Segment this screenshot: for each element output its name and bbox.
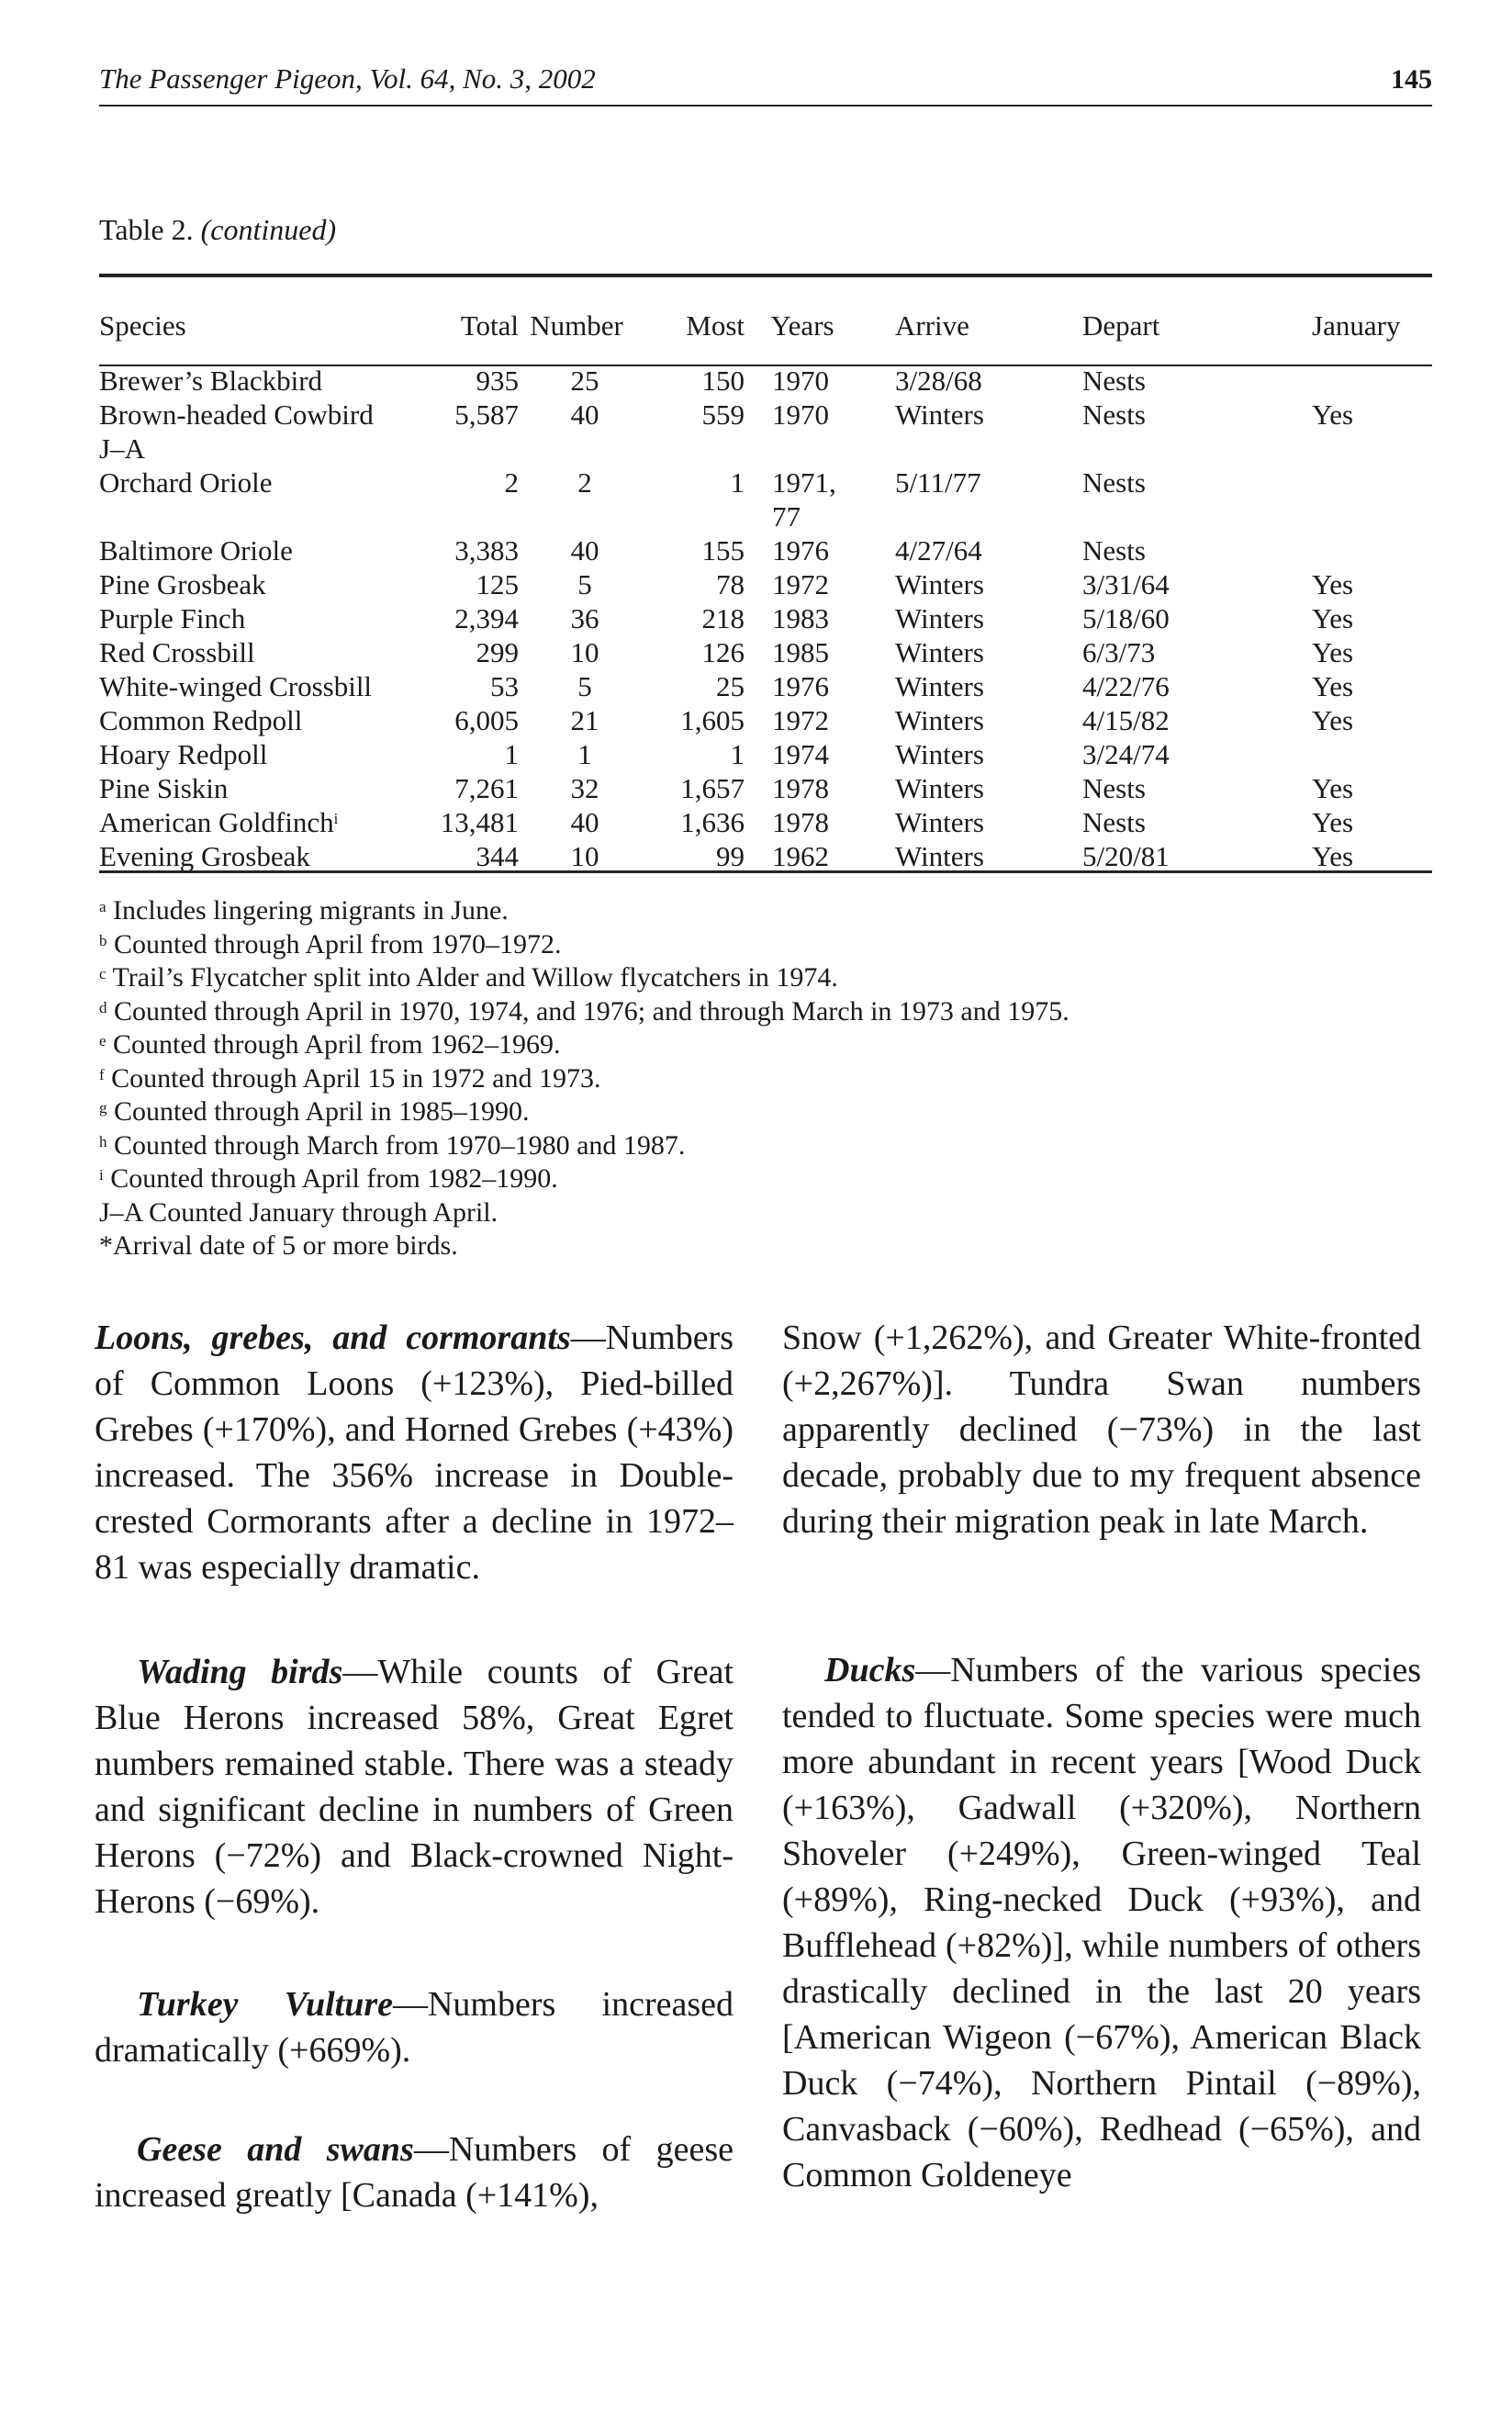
- cell-most: [634, 805, 745, 839]
- cell-years: [745, 703, 860, 737]
- most-value: 1: [730, 466, 745, 499]
- years-value: 1971, 77: [772, 466, 836, 533]
- arrive-value: Winters: [895, 704, 984, 736]
- table-body: [99, 362, 1432, 873]
- cell-january: [1200, 398, 1432, 466]
- footnote-text: Includes lingering migrants in June.: [113, 895, 509, 926]
- cell-years: [745, 771, 860, 805]
- table-row: [99, 703, 1432, 737]
- cell-species: [99, 805, 405, 839]
- january-value: Yes: [1312, 840, 1354, 872]
- table-row: [99, 601, 1432, 635]
- cell-most: [634, 737, 745, 771]
- depart-value: 4/15/82: [1082, 704, 1170, 736]
- january-value: Yes: [1312, 602, 1354, 634]
- most-value: 126: [701, 636, 745, 668]
- cell-most: [634, 567, 745, 601]
- footnote: [99, 1062, 1432, 1096]
- january-value: Yes: [1312, 772, 1354, 804]
- number-value: 21: [570, 704, 599, 736]
- number-value: 40: [570, 534, 599, 567]
- cell-arrive: [860, 466, 1016, 533]
- footnote: [99, 995, 1432, 1029]
- footnote-text: Counted through March from 1970–1980 and 1987.: [114, 1129, 686, 1161]
- table-footnotes: [99, 894, 1432, 1263]
- text-ducks: —Numbers of the various species tended to fluctuate. Some species were much more abundant in recent years [Wood Duck (+163%), Gadwall (+320%), Northern Shoveler (+249%), Green-winged Teal (+89%), Ring-necked Duck (+93%), and Bufflehead (+82%)], while numbers of others drastically declined in the last 20 years [American Wigeon (−67%), American Black Duck (−74%), Northern Pintail (−89%), Canvasback (−60%), Redhead (−65%), and Common Goldeneye: [782, 1651, 1421, 2194]
- cell-most: [634, 771, 745, 805]
- cell-january: [1200, 533, 1432, 567]
- table-row: [99, 805, 1432, 839]
- text-geese-swans: —Numbers of geese increased greatly [Canada (+141%),: [95, 2130, 734, 2215]
- col-header-january: January: [1312, 309, 1401, 342]
- cell-species: [99, 466, 405, 533]
- cell-years: [745, 533, 860, 567]
- col-header-arrive: Arrive: [895, 309, 969, 342]
- footnote-mark: e: [99, 1032, 106, 1049]
- cell-years: [745, 398, 860, 466]
- species-value: Orchard Oriole: [99, 466, 273, 499]
- cell-number: [519, 635, 634, 669]
- years-value: 1962: [772, 840, 829, 872]
- cell-january: [1200, 601, 1432, 635]
- depart-value: Nests: [1082, 806, 1146, 838]
- text-column-left: [95, 1315, 734, 2218]
- total-value: 13,481: [440, 806, 519, 838]
- table-row: [99, 669, 1432, 703]
- years-value: 1976: [772, 534, 829, 567]
- species-value: Evening Grosbeak: [99, 840, 310, 872]
- footnote-mark: g: [99, 1099, 107, 1117]
- january-value: Yes: [1312, 568, 1354, 600]
- species-value: Pine Grosbeak: [99, 568, 266, 600]
- cell-species: [99, 839, 405, 873]
- cell-total: [405, 839, 519, 873]
- cell-depart: [1016, 362, 1200, 398]
- footnote-text: Counted through April in 1970, 1974, and 1976; and through March in 1973 and 1975.: [114, 995, 1070, 1027]
- table-row: [99, 737, 1432, 771]
- cell-arrive: [860, 771, 1016, 805]
- text-wading-birds: —While counts of Great Blue Herons increased 58%, Great Egret numbers remained stable. There was a steady and significant decline in numbers of Green Herons (−72%) and Black-crowned Night-Herons (−69%).: [95, 1653, 734, 1921]
- most-value: 1,657: [680, 772, 745, 804]
- most-value: 1: [730, 738, 745, 770]
- cell-arrive: [860, 567, 1016, 601]
- january-value: Yes: [1312, 704, 1354, 736]
- cell-species: [99, 635, 405, 669]
- cell-january: [1200, 703, 1432, 737]
- col-header-species: Species: [99, 309, 186, 342]
- heading-loons: Loons, grebes, and cormorants: [95, 1319, 571, 1357]
- cell-arrive: [860, 669, 1016, 703]
- number-value: 2: [577, 466, 592, 499]
- table-row: [99, 567, 1432, 601]
- para-geese-swans: [95, 2127, 734, 2218]
- journal-citation: The Passenger Pigeon, Vol. 64, No. 3, 2002: [99, 62, 596, 95]
- text-column-right: [782, 1315, 1421, 2198]
- table-top-rule: [99, 274, 1432, 277]
- cell-most: [634, 669, 745, 703]
- cell-species: [99, 533, 405, 567]
- cell-total: [405, 737, 519, 771]
- footnote-text: Counted through April from 1970–1972.: [114, 928, 562, 960]
- table-row: [99, 839, 1432, 873]
- table-row: [99, 466, 1432, 533]
- footnote: [99, 894, 1432, 928]
- number-value: 40: [570, 398, 599, 431]
- cell-number: [519, 669, 634, 703]
- cell-depart: [1016, 839, 1200, 873]
- cell-number: [519, 398, 634, 466]
- cell-depart: [1016, 567, 1200, 601]
- text-loons: —Numbers of Common Loons (+123%), Pied-billed Grebes (+170%), and Horned Grebes (+43%) increased. The 356% increase in Double-crested Cormorants after a decline in 1972–81 was especially dramatic.: [95, 1319, 734, 1587]
- cell-species: [99, 737, 405, 771]
- footnote-text: Counted through April from 1962–1969.: [113, 1029, 561, 1060]
- heading-turkey-vulture: Turkey Vulture: [137, 1985, 393, 2024]
- footnote-text: Counted through April from 1982–1990.: [110, 1163, 558, 1194]
- footnote: [99, 1028, 1432, 1062]
- depart-value: Nests: [1082, 534, 1146, 567]
- number-value: 32: [570, 772, 599, 804]
- species-value: Brewer’s Blackbird: [99, 365, 323, 397]
- most-value: 559: [701, 398, 745, 431]
- cell-january: [1200, 362, 1432, 398]
- cell-species: [99, 398, 405, 466]
- depart-value: 4/22/76: [1082, 670, 1170, 702]
- depart-value: Nests: [1082, 365, 1146, 397]
- cell-years: [745, 466, 860, 533]
- cell-january: [1200, 839, 1432, 873]
- years-value: 1985: [772, 636, 829, 668]
- footnote-text: Counted through April 15 in 1972 and 1973.: [111, 1062, 601, 1094]
- cell-january: [1200, 466, 1432, 533]
- years-value: 1976: [772, 670, 829, 702]
- footnote-mark: h: [99, 1132, 107, 1150]
- cell-most: [634, 398, 745, 466]
- depart-value: Nests: [1082, 398, 1146, 431]
- cell-years: [745, 737, 860, 771]
- cell-years: [745, 362, 860, 398]
- footnote: [99, 1095, 1432, 1129]
- cell-january: [1200, 805, 1432, 839]
- cell-january: [1200, 737, 1432, 771]
- cell-arrive: [860, 362, 1016, 398]
- total-value: 935: [476, 365, 519, 397]
- cell-total: [405, 362, 519, 398]
- cell-total: [405, 601, 519, 635]
- number-value: 10: [570, 840, 599, 872]
- years-value: 1970: [772, 398, 829, 431]
- arrive-value: 4/27/64: [895, 534, 982, 567]
- cell-arrive: [860, 635, 1016, 669]
- running-header: [99, 62, 1432, 107]
- years-value: 1970: [772, 365, 829, 397]
- cell-arrive: [860, 703, 1016, 737]
- footnote-mark: f: [99, 1065, 105, 1083]
- most-value: 1,636: [680, 806, 745, 838]
- total-value: 5,587: [454, 398, 519, 431]
- para-geese-continued: Snow (+1,262%), and Greater White-fronted (+2,267%)]. Tundra Swan numbers apparently declined (−73%) in the last decade, probably due to my frequent absence during their migration peak in late March.: [782, 1319, 1421, 1541]
- col-header-total: Total: [460, 309, 519, 342]
- cell-years: [745, 601, 860, 635]
- total-value: 1: [504, 738, 519, 770]
- most-value: 150: [701, 365, 745, 397]
- arrive-value: Winters: [895, 398, 984, 431]
- cell-january: [1200, 669, 1432, 703]
- january-value: Yes: [1312, 636, 1354, 668]
- arrive-value: Winters: [895, 568, 984, 600]
- cell-january: [1200, 635, 1432, 669]
- cell-most: [634, 362, 745, 398]
- footnote-mark: d: [99, 998, 107, 1016]
- cell-most: [634, 466, 745, 533]
- cell-number: [519, 601, 634, 635]
- depart-value: Nests: [1082, 466, 1146, 499]
- cell-total: [405, 805, 519, 839]
- depart-value: 3/24/74: [1082, 738, 1170, 770]
- cell-depart: [1016, 703, 1200, 737]
- para-turkey-vulture: [95, 1981, 734, 2073]
- footnote: [99, 1229, 1432, 1263]
- number-value: 25: [570, 365, 599, 397]
- footnote-text: J–A Counted January through April.: [99, 1196, 498, 1228]
- cell-total: [405, 635, 519, 669]
- species-value: Brown-headed Cowbird J–A: [99, 398, 374, 465]
- species-value: American Goldfinch: [99, 806, 334, 838]
- years-value: 1972: [772, 704, 829, 736]
- cell-most: [634, 533, 745, 567]
- years-value: 1972: [772, 568, 829, 600]
- years-value: 1978: [772, 772, 829, 804]
- table-caption: [99, 213, 336, 247]
- table-row: [99, 635, 1432, 669]
- cell-number: [519, 771, 634, 805]
- page-number: 145: [1391, 64, 1432, 95]
- cell-arrive: [860, 805, 1016, 839]
- column-gap: [782, 1544, 1421, 1647]
- cell-total: [405, 771, 519, 805]
- species-table: [99, 309, 1432, 873]
- footnote: [99, 961, 1432, 995]
- cell-number: [519, 805, 634, 839]
- table-caption-continued: (continued): [200, 213, 337, 246]
- cell-arrive: [860, 533, 1016, 567]
- species-value: Red Crossbill: [99, 636, 255, 668]
- arrive-value: Winters: [895, 602, 984, 634]
- cell-species: [99, 771, 405, 805]
- number-value: 40: [570, 806, 599, 838]
- total-value: 2,394: [454, 602, 519, 634]
- arrive-value: Winters: [895, 636, 984, 668]
- most-value: 78: [716, 568, 745, 600]
- cell-total: [405, 466, 519, 533]
- col-header-most: Most: [686, 309, 745, 342]
- total-value: 2: [504, 466, 519, 499]
- cell-arrive: [860, 839, 1016, 873]
- cell-depart: [1016, 398, 1200, 466]
- para-ducks: [782, 1647, 1421, 2198]
- table-caption-label: Table 2.: [99, 213, 194, 246]
- total-value: 7,261: [454, 772, 519, 804]
- species-value: Baltimore Oriole: [99, 534, 293, 567]
- cell-number: [519, 466, 634, 533]
- cell-depart: [1016, 466, 1200, 533]
- january-value: Yes: [1312, 806, 1354, 838]
- cell-depart: [1016, 635, 1200, 669]
- table-row: [99, 398, 1432, 466]
- cell-january: [1200, 567, 1432, 601]
- depart-value: 6/3/73: [1082, 636, 1156, 668]
- footnote: [99, 928, 1432, 962]
- para-wading-birds: [95, 1649, 734, 1925]
- heading-ducks: Ducks: [824, 1651, 916, 1689]
- cell-number: [519, 533, 634, 567]
- cell-species: [99, 669, 405, 703]
- total-value: 125: [476, 568, 519, 600]
- depart-value: Nests: [1082, 772, 1146, 804]
- footnote-text: *Arrival date of 5 or more birds.: [99, 1230, 458, 1261]
- years-value: 1983: [772, 602, 829, 634]
- number-value: 36: [570, 602, 599, 634]
- total-value: 299: [476, 636, 519, 668]
- heading-geese-swans: Geese and swans: [137, 2130, 414, 2169]
- depart-value: 3/31/64: [1082, 568, 1170, 600]
- cell-total: [405, 703, 519, 737]
- col-header-number: Number: [530, 309, 623, 342]
- cell-number: [519, 703, 634, 737]
- number-value: 1: [577, 738, 592, 770]
- cell-most: [634, 601, 745, 635]
- cell-arrive: [860, 601, 1016, 635]
- footnote: [99, 1196, 1432, 1230]
- most-value: 25: [716, 670, 745, 702]
- cell-depart: [1016, 533, 1200, 567]
- species-value: Hoary Redpoll: [99, 738, 268, 770]
- cell-january: [1200, 771, 1432, 805]
- cell-years: [745, 839, 860, 873]
- arrive-value: Winters: [895, 670, 984, 702]
- most-value: 1,605: [680, 704, 745, 736]
- arrive-value: 5/11/77: [895, 466, 981, 499]
- species-value: Common Redpoll: [99, 704, 303, 736]
- cell-species: [99, 601, 405, 635]
- number-value: 5: [577, 670, 592, 702]
- arrive-value: Winters: [895, 806, 984, 838]
- cell-total: [405, 533, 519, 567]
- arrive-value: Winters: [895, 840, 984, 872]
- cell-years: [745, 669, 860, 703]
- number-value: 10: [570, 636, 599, 668]
- cell-number: [519, 362, 634, 398]
- arrive-value: Winters: [895, 738, 984, 770]
- species-value: White-winged Crossbill: [99, 670, 373, 702]
- text-turkey-vulture: —Numbers increased dramatically (+669%).: [95, 1985, 734, 2070]
- footnote: [99, 1129, 1432, 1163]
- footnote-mark: i: [99, 1166, 104, 1184]
- depart-value: 5/18/60: [1082, 602, 1170, 634]
- cell-total: [405, 669, 519, 703]
- table-header-row: [99, 309, 1432, 362]
- footnote-mark: b: [99, 931, 107, 949]
- cell-most: [634, 703, 745, 737]
- cell-most: [634, 635, 745, 669]
- footnote-text: Trail’s Flycatcher split into Alder and Willow flycatchers in 1974.: [112, 962, 838, 993]
- total-value: 344: [476, 840, 519, 872]
- heading-wading-birds: Wading birds: [137, 1653, 343, 1691]
- total-value: 3,383: [454, 534, 519, 567]
- footnote: [99, 1162, 1432, 1196]
- footnote-mark: c: [99, 965, 106, 982]
- cell-depart: [1016, 601, 1200, 635]
- cell-depart: [1016, 737, 1200, 771]
- most-value: 155: [701, 534, 745, 567]
- table-row: [99, 533, 1432, 567]
- footnote-marker: i: [333, 810, 339, 827]
- cell-years: [745, 805, 860, 839]
- cell-years: [745, 567, 860, 601]
- total-value: 6,005: [454, 704, 519, 736]
- number-value: 5: [577, 568, 592, 600]
- cell-depart: [1016, 805, 1200, 839]
- cell-arrive: [860, 398, 1016, 466]
- cell-total: [405, 567, 519, 601]
- depart-value: 5/20/81: [1082, 840, 1170, 872]
- cell-number: [519, 839, 634, 873]
- para-loons: [95, 1315, 734, 1590]
- years-value: 1978: [772, 806, 829, 838]
- cell-years: [745, 635, 860, 669]
- cell-number: [519, 567, 634, 601]
- cell-most: [634, 839, 745, 873]
- most-value: 218: [701, 602, 745, 634]
- january-value: Yes: [1312, 398, 1354, 431]
- january-value: Yes: [1312, 670, 1354, 702]
- cell-depart: [1016, 669, 1200, 703]
- arrive-value: Winters: [895, 772, 984, 804]
- cell-depart: [1016, 771, 1200, 805]
- cell-arrive: [860, 737, 1016, 771]
- footnote-text: Counted through April in 1985–1990.: [114, 1096, 530, 1127]
- table-row: [99, 362, 1432, 398]
- cell-species: [99, 567, 405, 601]
- species-value: Pine Siskin: [99, 772, 229, 804]
- col-header-years: Years: [770, 309, 834, 342]
- cell-total: [405, 398, 519, 466]
- cell-species: [99, 703, 405, 737]
- cell-species: [99, 362, 405, 398]
- species-value: Purple Finch: [99, 602, 246, 634]
- col-header-depart: Depart: [1082, 309, 1160, 342]
- footnote-mark: a: [99, 898, 106, 915]
- years-value: 1974: [772, 738, 829, 770]
- most-value: 99: [716, 840, 745, 872]
- table-row: [99, 771, 1432, 805]
- total-value: 53: [490, 670, 519, 702]
- cell-number: [519, 737, 634, 771]
- arrive-value: 3/28/68: [895, 365, 982, 397]
